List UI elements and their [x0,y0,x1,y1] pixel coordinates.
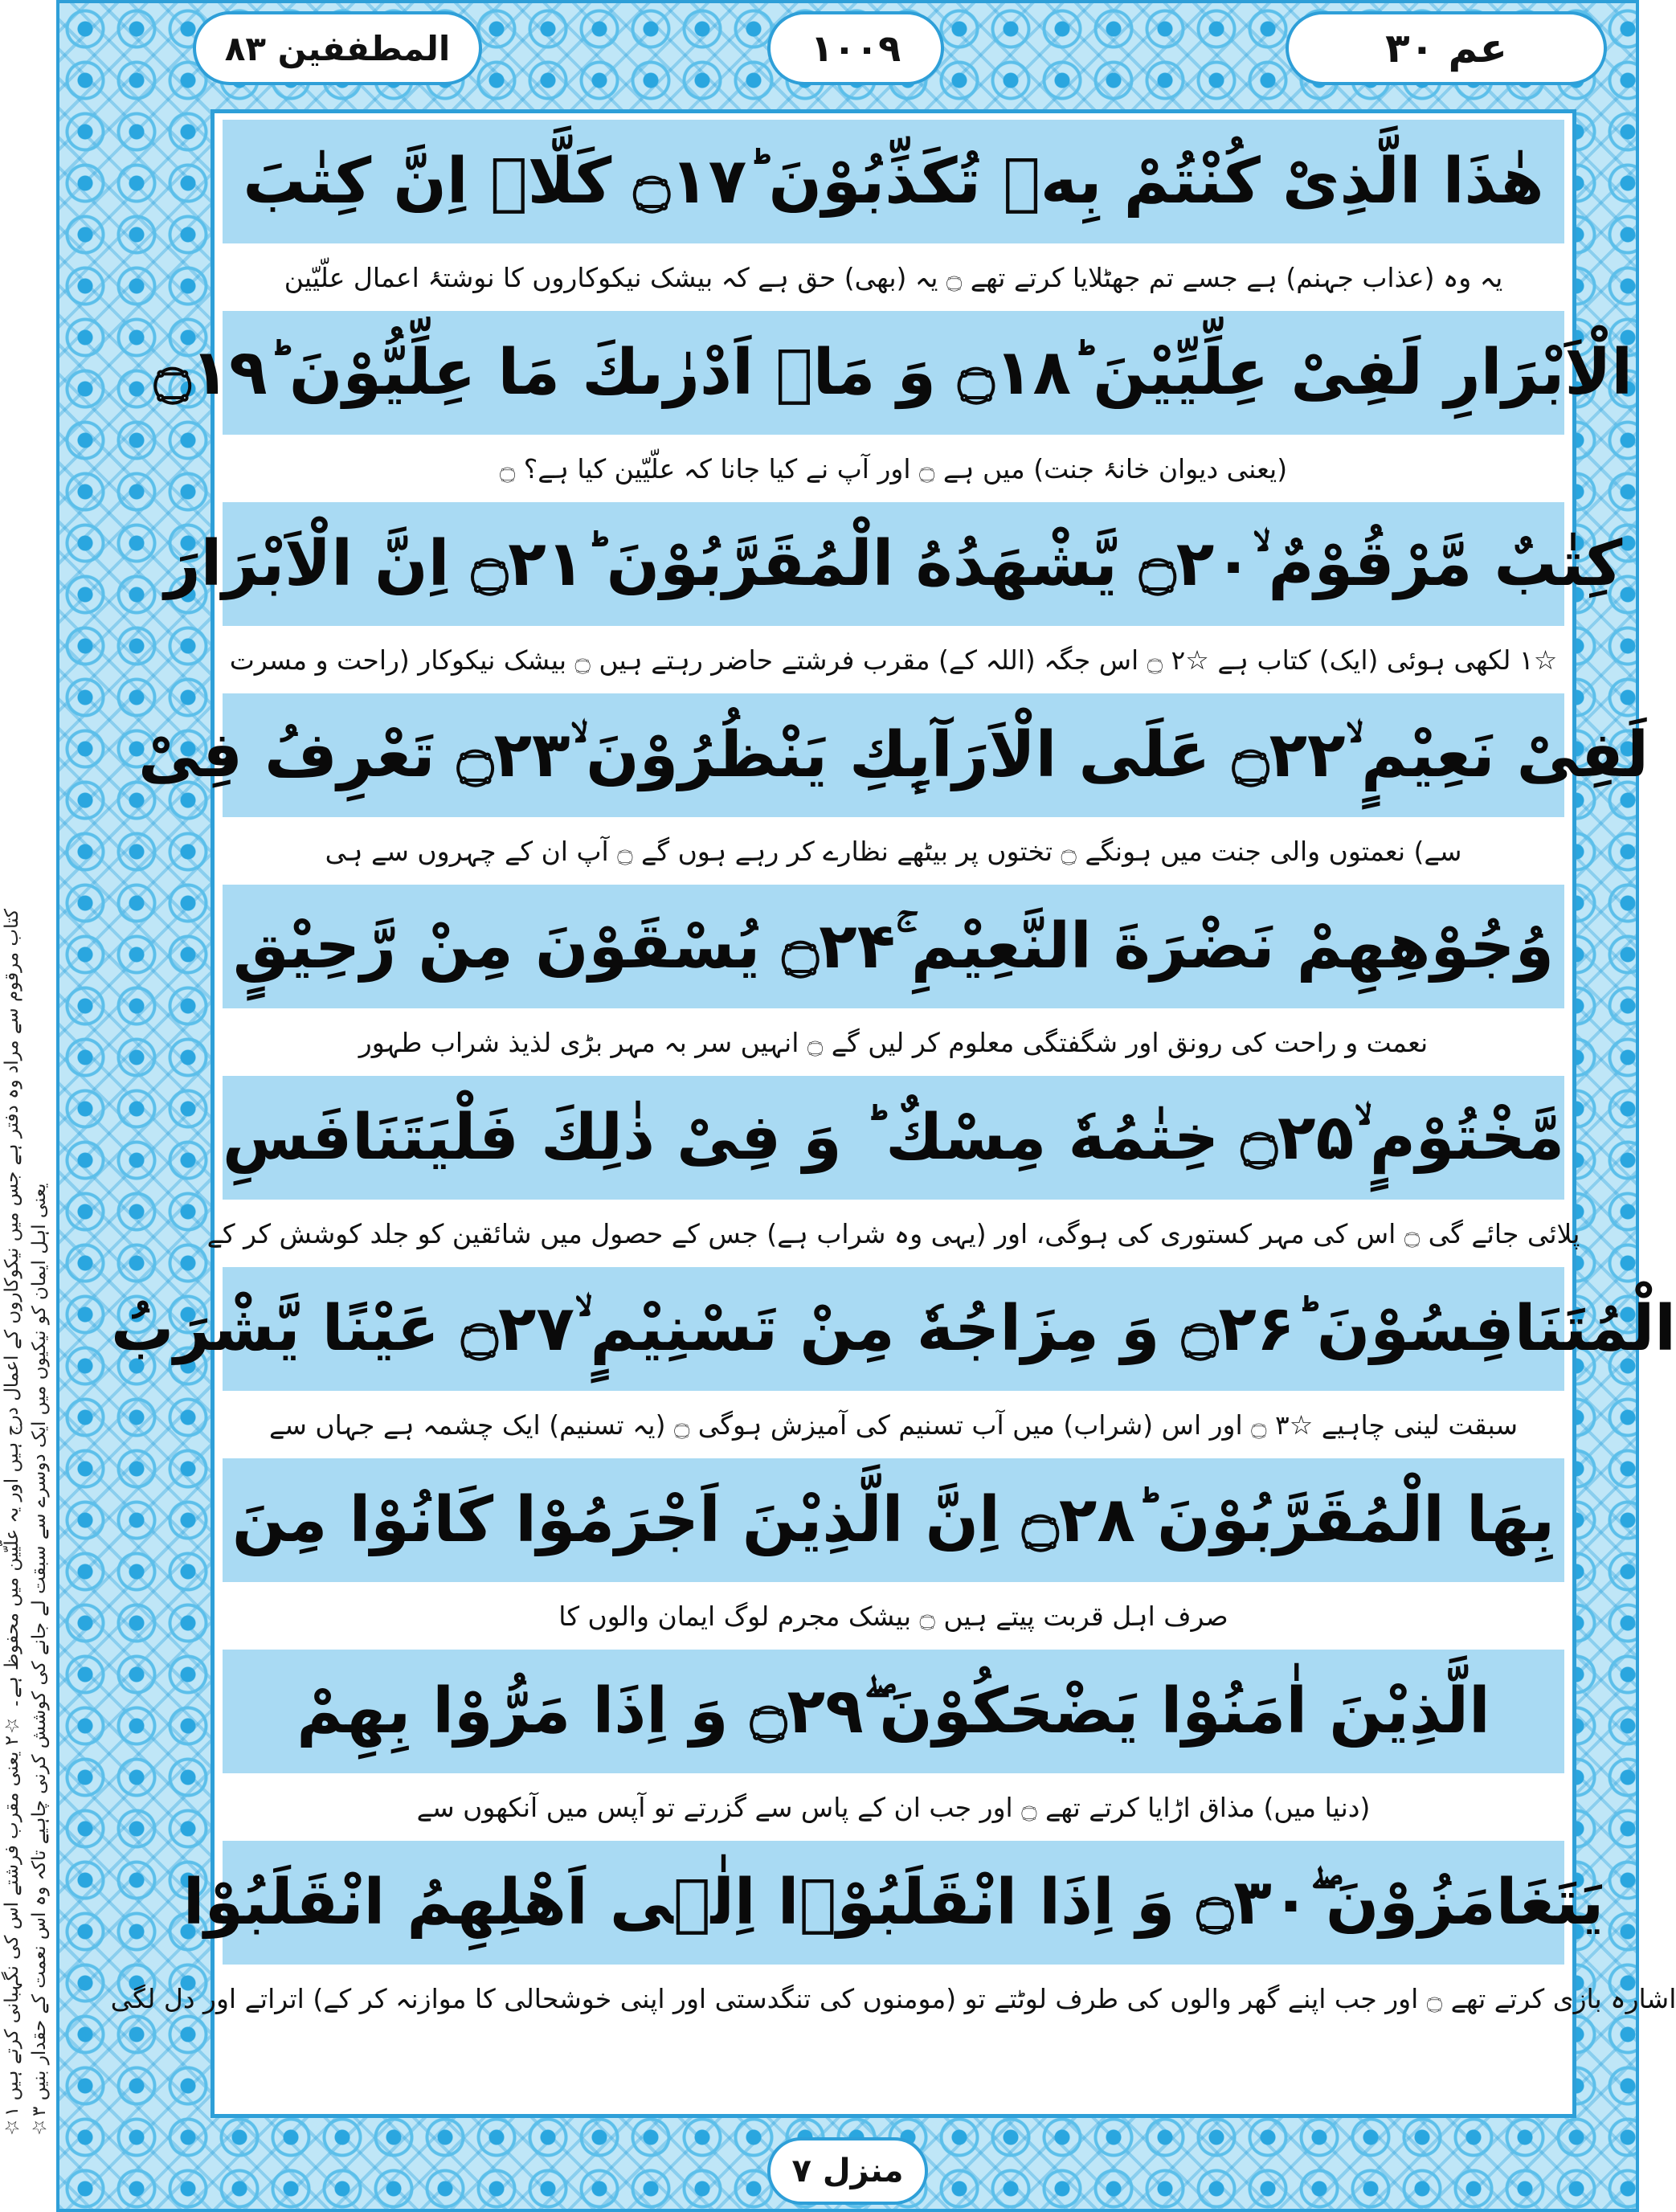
arabic-line: الْاَبْرَارِ لَفِیْ عِلِّیِّیْنَ ؕ۝۱۸ وَ مَاۤ اَدْرٰىكَ مَا عِلِّیُّوْنَ ؕ۝۱۹ [223,311,1564,435]
text-panel [110,109,1676,2118]
urdu-translation-line: نعمت و راحت کی رونق اور شگفتگی معلوم کر لیں گے ۝ انہیں سر بہ مہر بڑی لذیذ شراب طہور [358,1026,1429,1058]
footnote-2: ☆۳ یعنی اہل ایمان کو نیکیوں میں ایک دوسرے سے سبقت لے جانے کی کوشش کرنی چاہیے تاکہ وہ اس نعمت کے حقدار بنیں [29,1183,50,2137]
manzil-label [767,2137,928,2205]
urdu-translation-line: (دنیا میں) مذاق اڑایا کرتے تھے ۝ اور جب ان کے پاس سے گزرتے تو آپس میں آنکھوں سے [416,1791,1371,1823]
arabic-line: مَّخْتُوْمٍ ۙ۝۲۵ خِتٰمُهٗ مِسْكٌ ؕ وَ فِیْ ذٰلِكَ فَلْیَتَنَافَسِ [223,1076,1564,1200]
urdu-translation-line: (یعنی دیوان خانۂ جنت) میں ہے ۝ اور آپ نے کیا جانا کہ علّیّین کیا ہے؟ ۝ [499,452,1288,485]
urdu-translation-line: سبقت لینی چاہیے ☆۳ ۝ اور اس (شراب) میں آب تسنیم کی آمیزش ہوگی ۝ (یہ تسنیم) ایک چشمہ ہے جہاں سے [268,1409,1519,1441]
juz-label [1286,11,1607,85]
arabic-line: كِتٰبٌ مَّرْقُوْمٌ ۙ۝۲۰ یَّشْهَدُهُ الْمُقَرَّبُوْنَ ؕ۝۲۱ اِنَّ الْاَبْرَارَ [223,502,1564,626]
page-number [767,11,944,85]
juz-text: عم ۳۰ [1385,25,1507,72]
urdu-translation-line: اشارہ بازی کرتے تھے ۝ اور جب اپنے گھر والوں کی طرف لوٹتے تو (مومنوں کی تنگدستی اور اپنی خوشحالی کا موازنہ کر کے) اتراتے اور دل لگی [110,1982,1676,2014]
arabic-line: بِهَا الْمُقَرَّبُوْنَ ؕ۝۲۸ اِنَّ الَّذِیْنَ اَجْرَمُوْا كَانُوْا مِنَ [223,1458,1564,1582]
arabic-line: لَفِیْ نَعِیْمٍ ۙ۝۲۲ عَلَى الْاَرَآىِٕكِ یَنْظُرُوْنَ ۙ۝۲۳ تَعْرِفُ فِیْ [223,693,1564,817]
urdu-translation-line: یہ وہ (عذاب جہنم) ہے جسے تم جھٹلایا کرتے تھے ۝ یہ (بھی) حق ہے کہ بیشک نیکوکاروں کا نوشتۂ اعمال علّیّین [284,261,1503,293]
urdu-translation-line: سے) نعمتوں والی جنت میں ہونگے ۝ تختوں پر بیٹھے نظارے کر رہے ہوں گے ۝ آپ ان کے چہروں سے ہی [325,835,1462,867]
arabic-line: الَّذِیْنَ اٰمَنُوْا یَضْحَكُوْنَ ۖ۝۲۹ وَ اِذَا مَرُّوْا بِهِمْ [223,1650,1564,1773]
arabic-line: وُجُوْهِهِمْ نَضْرَةَ النَّعِیْمِ ۚ۝۲۴ یُسْقَوْنَ مِنْ رَّحِیْقٍ [223,885,1564,1008]
urdu-translation-line: صرف اہل قربت پیتے ہیں ۝ بیشک مجرم لوگ ایمان والوں کا [558,1600,1228,1632]
arabic-line: هٰذَا الَّذِیْ كُنْتُمْ بِهٖ تُكَذِّبُوْنَ ؕ۝۱۷ كَلَّاۤ اِنَّ كِتٰبَ [223,120,1564,243]
margin-footnotes [0,112,56,2137]
surah-text: المطففین ۸۳ [224,28,451,68]
manzil-text: منزل ۷ [791,2153,904,2190]
urdu-translation-line: پلائی جائے گی ۝ اس کی مہر کستوری کی ہوگی، اور (یہی وہ شراب ہے) جس کے حصول میں شائقین کو جلد کوشش کر کے [206,1217,1580,1249]
page-number-text: ۱۰۰۹ [810,27,901,70]
arabic-line: یَتَغَامَزُوْنَ ۖ۝۳۰ وَ اِذَا انْقَلَبُوْۤا اِلٰۤى اَهْلِهِمُ انْقَلَبُوْا [223,1841,1564,1965]
surah-label [193,11,482,85]
footnote-1: ☆۱ کتاب مرقوم سے مراد وہ دفتر ہے جس میں نیکوکاروں کے اعمال درج ہیں اور یہ علّیّین میں محفوظ ہے۔ ☆۲ یعنی مقرب فرشتے اس کی نگہبانی کرتے ہیں [2,909,22,2137]
arabic-line: الْمُتَنَافِسُوْنَ ؕ۝۲۶ وَ مِزَاجُهٗ مِنْ تَسْنِیْمٍ ۙ۝۲۷ عَیْنًا یَّشْرَبُ [223,1267,1564,1391]
urdu-translation-line: ☆۱ لکھی ہوئی (ایک) کتاب ہے ☆۲ ۝ اس جگہ (اللہ کے) مقرب فرشتے حاضر رہتے ہیں ۝ بیشک نیکوکار (راحت و مسرت [229,644,1558,676]
